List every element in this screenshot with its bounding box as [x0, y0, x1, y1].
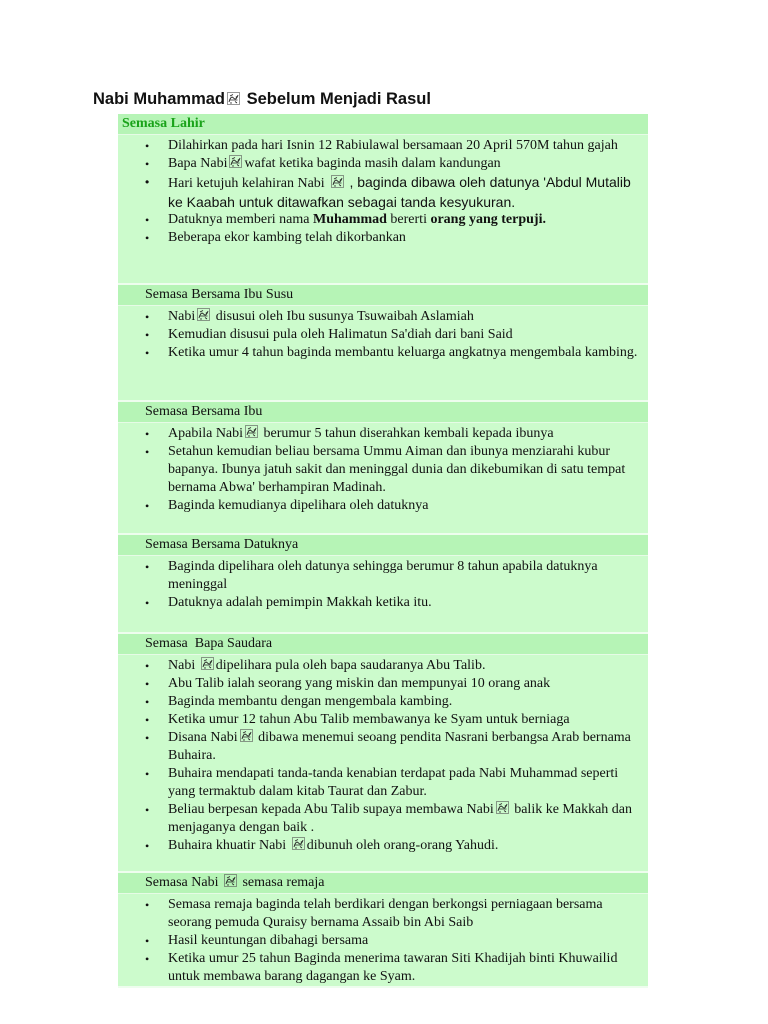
list-datuk [118, 558, 644, 612]
list-item [168, 211, 644, 229]
list-item [168, 657, 644, 675]
list-item: • Buhaira mendapati tanda-tanda kenabian terdapat pada Nabi Muhammad seperti yang termaktub dalam kitab Taurat dan Zabur. [168, 765, 644, 801]
list-item: • Abu Talib ialah seorang yang miskin dan mempunyai 10 orang anak [168, 675, 644, 693]
list-item [168, 173, 644, 211]
list-item [168, 801, 644, 837]
salawat-icon [197, 308, 210, 321]
salawat-icon [201, 657, 214, 670]
section-heading-lahir: Semasa Lahir [118, 114, 648, 135]
item-text: dibawa menemui seoang pendita Nasrani berbangsa Arab bernama Buhaira. [168, 730, 631, 763]
list-item: • Datuknya adalah pemimpin Makkah ketika itu. [168, 594, 644, 612]
list-item [168, 155, 644, 173]
section-body-datuk [118, 556, 648, 634]
list-item [168, 729, 644, 765]
title-part1: Nabi Muhammad [93, 90, 226, 108]
item-text: dipelihara pula oleh bapa saudaranya Abu Talib. [215, 658, 486, 673]
item-bold-text: orang yang terpuji. [430, 212, 546, 227]
section-heading-ibu-susu: Semasa Bersama Ibu Susu [118, 285, 648, 306]
salawat-icon [496, 801, 509, 814]
section-body-bapa-saudara [118, 655, 648, 873]
section-body-lahir [118, 135, 648, 285]
item-text: Bapa Nabi [168, 156, 228, 171]
list-item: • Kemudian disusui pula oleh Halimatun Sa'diah dari bani Said [168, 326, 644, 344]
heading-text: semasa remaja [242, 875, 325, 890]
section-heading-bapa-saudara: Semasa Bapa Saudara [118, 634, 648, 655]
salawat-icon [245, 425, 258, 438]
item-text: dibunuh oleh orang-orang Yahudi. [306, 838, 499, 853]
item-text: wafat ketika baginda masih dalam kandungan [244, 156, 501, 171]
item-text: Disana Nabi [168, 730, 238, 745]
salawat-icon [240, 729, 253, 742]
item-text: Beliau berpesan kepada Abu Talib supaya membawa Nabi [168, 802, 494, 817]
list-item: • Dilahirkan pada hari Isnin 12 Rabiulawal bersamaan 20 April 570M tahun gajah [168, 137, 644, 155]
heading-text: Semasa Nabi [145, 875, 219, 890]
list-item [168, 308, 644, 326]
section-body-ibu-susu [118, 306, 648, 402]
section-body-remaja [118, 894, 648, 988]
item-text: Buhaira khuatir Nabi [168, 838, 287, 853]
list-item: • Ketika umur 25 tahun Baginda menerima tawaran Siti Khadijah binti Khuwailid untuk membawa barang dagangan ke Syam. [168, 950, 644, 986]
item-text: Datuknya memberi nama [168, 212, 310, 227]
salawat-icon [331, 175, 344, 188]
section-heading-remaja [118, 873, 648, 894]
salawat-icon [227, 92, 240, 105]
section-heading-datuk: Semasa Bersama Datuknya [118, 535, 648, 556]
content-table [118, 114, 648, 988]
page-title [93, 90, 431, 109]
list-item: • Ketika umur 12 tahun Abu Talib membawanya ke Syam untuk berniaga [168, 711, 644, 729]
item-text: bererti [390, 212, 427, 227]
item-text: disusui oleh Ibu susunya Tsuwaibah Aslamiah [215, 309, 474, 324]
list-lahir [118, 137, 644, 247]
item-text: Apabila Nabi [168, 426, 244, 441]
item-text: Nabi [168, 309, 196, 324]
list-item: • Ketika umur 4 tahun baginda membantu keluarga angkatnya mengembala kambing. [168, 344, 644, 362]
salawat-icon [292, 837, 305, 850]
list-bapa-saudara [118, 657, 644, 855]
list-item: • Baginda dipelihara oleh datunya sehingga berumur 8 tahun apabila datuknya meninggal [168, 558, 644, 594]
list-item: • Semasa remaja baginda telah berdikari dengan berkongsi perniagaan bersama seorang pemuda Quraisy bernama Assaib bin Abi Saib [168, 896, 644, 932]
salawat-icon [229, 155, 242, 168]
item-text: balik ke Makkah dan menjaganya dengan baik . [168, 802, 633, 835]
section-body-ibu [118, 423, 648, 535]
list-ibu [118, 425, 644, 515]
item-text: berumur 5 tahun diserahkan kembali kepada ibunya [263, 426, 554, 441]
list-item: • Beberapa ekor kambing telah dikorbankan [168, 229, 644, 247]
item-text: , baginda dibawa oleh datunya 'Abdul Mutalib ke Kaabah untuk ditawafkan sebagai tanda kesyukuran. [168, 174, 631, 210]
list-ibu-susu [118, 308, 644, 362]
item-bold-text: Muhammad [313, 212, 387, 227]
salawat-icon [224, 874, 237, 887]
list-item: • Baginda membantu dengan mengembala kambing. [168, 693, 644, 711]
item-text: Nabi [168, 658, 196, 673]
section-heading-ibu: Semasa Bersama Ibu [118, 402, 648, 423]
list-item: • Setahun kemudian beliau bersama Ummu Aiman dan ibunya menziarahi kubur bapanya. Ibunya jatuh sakit dan meninggal dunia dan dikebumikan di satu tempat bernama Abwa' berhampiran Madinah. [168, 443, 644, 497]
title-part2: Sebelum Menjadi Rasul [246, 90, 431, 108]
list-item [168, 425, 644, 443]
list-item: • Hasil keuntungan dibahagi bersama [168, 932, 644, 950]
list-item: • Baginda kemudianya dipelihara oleh datuknya [168, 497, 644, 515]
list-remaja [118, 896, 644, 986]
list-item [168, 837, 644, 855]
item-text: Hari ketujuh kelahiran Nabi [168, 176, 325, 191]
